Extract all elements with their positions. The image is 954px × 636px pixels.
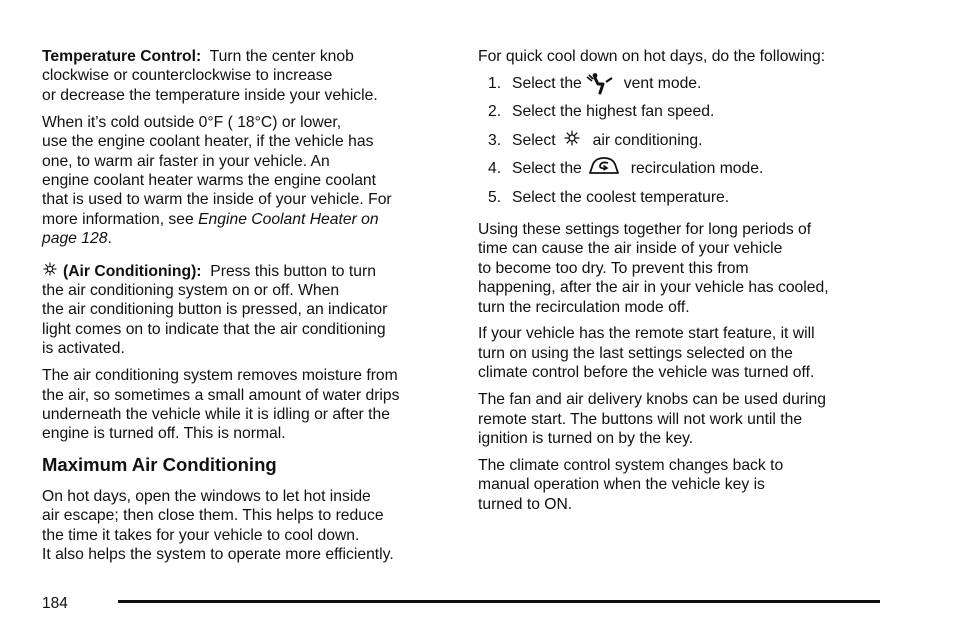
recirculation-icon — [588, 156, 620, 176]
quick-cool-intro: For quick cool down on hot days, do the following: — [478, 48, 826, 65]
manual-operation-paragraph: The climate control system changes back to manual operation when the vehicle key is turned to ON. — [478, 456, 784, 513]
hot-days-paragraph: On hot days, open the windows to let hot inside air escape; then close them. This helps to reduce the time it takes for your vehicle to cool down. It also helps the system to operate more efficiently. — [42, 487, 394, 563]
air-conditioning-heading: (Air Conditioning): — [63, 262, 202, 280]
remote-start-paragraph: If your vehicle has the remote start feature, it will turn on using the last settings selected on the climate control before the vehicle was turned off. — [478, 325, 815, 382]
temperature-control-heading: Temperature Control: — [42, 48, 202, 65]
air-conditioning-icon — [564, 130, 580, 146]
temperature-control-paragraph: Temperature Control: Turn the center knob clockwise or counterclockwise to increase or decrease the temperature inside your vehicle. — [42, 48, 378, 104]
list-item: 5. Select the coolest temperature. — [488, 188, 730, 206]
cold-weather-paragraph: When it’s cold outside 0°F ( 18°C) or lower, use the engine coolant heater, if the vehicle has one, to warm air faster in your vehicle. An engine coolant heater warms the engine coolant that is used to warm the inside of your vehicle. For more information, see Engine Coolant Heater on page 128. — [42, 113, 392, 248]
page-number: 184 — [42, 595, 68, 612]
maximum-air-conditioning-heading: Maximum Air Conditioning — [42, 453, 277, 475]
air-conditioning-paragraph: (Air Conditioning): Press this button to turn the air conditioning system on or off. When the air conditioning button is pressed, an indicator light comes on to indicate that the air conditioning is activated. — [42, 262, 388, 358]
list-item: 1. Select the vent mode. — [478, 69, 888, 98]
fan-knobs-paragraph: The fan and air delivery knobs can be used during remote start. The buttons will not work until the ignition is turned on by the key. — [478, 391, 826, 447]
list-item: 4. Select the recirculation mode. — [478, 155, 888, 184]
cross-reference-page[interactable]: page 128 — [42, 230, 108, 248]
vent-mode-icon — [586, 72, 616, 96]
list-item: 3. Select air conditioning. — [478, 126, 888, 155]
cross-reference-link[interactable]: Engine Coolant Heater on — [198, 210, 379, 228]
quick-cool-steps — [478, 69, 888, 212]
footer-rule — [118, 600, 880, 603]
left-column — [42, 47, 454, 572]
dry-air-paragraph: Using these settings together for long periods of time can cause the air inside of your vehicle to become too dry. To prevent this from happening, after the air in your vehicle has cooled, turn the recirculation mode off. — [478, 220, 829, 316]
air-conditioning-icon — [43, 262, 57, 276]
list-item: 2. Select the highest fan speed. — [488, 103, 715, 121]
right-column — [478, 47, 888, 522]
moisture-paragraph: The air conditioning system removes moisture from the air, so sometimes a small amount of water drips underneath the vehicle while it is idling or after the engine is turned off. This is normal. — [42, 367, 400, 443]
